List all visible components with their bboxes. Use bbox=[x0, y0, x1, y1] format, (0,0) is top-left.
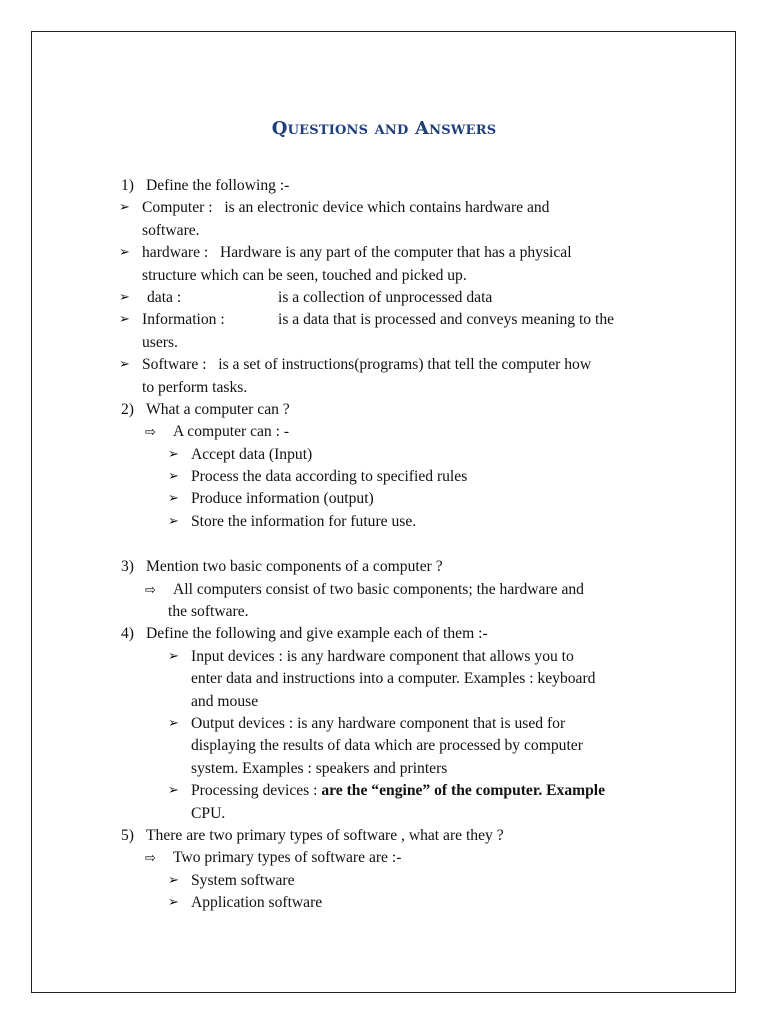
list-item bbox=[0, 713, 768, 735]
answer-continuation bbox=[0, 601, 768, 623]
definition-line bbox=[142, 242, 572, 264]
arrowhead-bullet-icon: ➢ bbox=[168, 783, 179, 799]
definition-text: is a set of instructions(programs) that tell the computer how bbox=[218, 356, 592, 374]
definition-continuation bbox=[0, 220, 768, 242]
arrowhead-bullet-icon: ➢ bbox=[168, 872, 179, 888]
question-text: Mention two basic components of a computer ? bbox=[146, 558, 443, 576]
list-item bbox=[0, 488, 768, 510]
definition-text: software. bbox=[142, 221, 200, 239]
arrowhead-bullet-icon: ➢ bbox=[119, 312, 130, 328]
definition-term: Information : bbox=[142, 311, 225, 329]
arrowhead-bullet-icon: ➢ bbox=[119, 245, 130, 261]
list-item bbox=[0, 780, 768, 802]
definition-term: Computer : bbox=[142, 199, 213, 217]
definition-item bbox=[0, 197, 768, 219]
definition-continuation bbox=[0, 377, 768, 399]
list-item-continuation bbox=[0, 668, 768, 690]
list-item bbox=[0, 466, 768, 488]
list-item-lead: Processing devices : bbox=[191, 782, 322, 800]
list-item-text: System software bbox=[191, 871, 295, 889]
definition-term: hardware : bbox=[142, 244, 209, 262]
list-item-text: enter data and instructions into a computer. Examples : keyboard bbox=[191, 670, 596, 688]
list-item-continuation bbox=[0, 691, 768, 713]
answer-text: Two primary types of software are :- bbox=[173, 849, 402, 867]
arrowhead-bullet-icon: ➢ bbox=[168, 469, 179, 485]
definition-item bbox=[0, 287, 768, 309]
definition-term: data : bbox=[147, 288, 182, 306]
list-item-continuation bbox=[0, 758, 768, 780]
question-text: Define the following and give example each of them :- bbox=[146, 625, 488, 643]
arrowhead-bullet-icon: ➢ bbox=[168, 513, 179, 529]
list-item-text: displaying the results of data which are processed by computer bbox=[191, 737, 583, 755]
definition-line bbox=[142, 197, 549, 219]
answer-line bbox=[0, 847, 768, 869]
arrow-right-icon: ⇨ bbox=[145, 582, 156, 598]
definition-text: is an electronic device which contains hardware and bbox=[224, 199, 550, 217]
answer-text: the software. bbox=[168, 603, 249, 621]
arrow-right-icon: ⇨ bbox=[145, 425, 156, 441]
question-5 bbox=[0, 825, 768, 847]
list-item-text: Store the information for future use. bbox=[191, 512, 417, 530]
definition-text: structure which can be seen, touched and picked up. bbox=[142, 266, 467, 284]
list-item-text: Input devices : is any hardware component that allows you to bbox=[191, 647, 574, 665]
definition-item bbox=[0, 309, 768, 331]
question-number: 2) bbox=[121, 400, 134, 418]
definition-item bbox=[0, 242, 768, 264]
definition-line bbox=[142, 354, 591, 376]
question-text: There are two primary types of software , what are they ? bbox=[146, 826, 504, 844]
definition-term: Software : bbox=[142, 356, 207, 374]
arrowhead-bullet-icon: ➢ bbox=[168, 648, 179, 664]
question-number: 4) bbox=[121, 625, 134, 643]
question-1 bbox=[0, 175, 768, 197]
list-item-emphasis: are the “engine” of the computer. Example bbox=[321, 782, 606, 800]
question-number: 1) bbox=[121, 177, 134, 194]
list-item-text: and mouse bbox=[191, 692, 259, 710]
definition-continuation bbox=[0, 265, 768, 287]
list-item bbox=[0, 892, 768, 914]
arrowhead-bullet-icon: ➢ bbox=[119, 289, 130, 305]
arrowhead-bullet-icon: ➢ bbox=[119, 200, 130, 216]
page-title: Questions and Answers bbox=[271, 118, 497, 139]
list-item-line bbox=[191, 780, 605, 802]
list-item-text: Produce information (output) bbox=[191, 490, 374, 508]
list-item-text: CPU. bbox=[191, 804, 226, 822]
arrow-right-icon: ⇨ bbox=[145, 851, 156, 867]
list-item-continuation bbox=[0, 735, 768, 757]
list-item-text: Accept data (Input) bbox=[191, 445, 313, 463]
answer-text: A computer can : - bbox=[173, 423, 290, 441]
list-item-text: Process the data according to specified rules bbox=[191, 468, 468, 486]
answer-text: All computers consist of two basic components; the hardware and bbox=[173, 580, 584, 598]
list-item bbox=[0, 646, 768, 668]
question-4 bbox=[0, 623, 768, 645]
arrowhead-bullet-icon: ➢ bbox=[168, 895, 179, 911]
answer-line bbox=[0, 579, 768, 601]
spacer bbox=[0, 533, 768, 556]
question-text: What a computer can ? bbox=[146, 400, 290, 418]
list-item-text: system. Examples : speakers and printers bbox=[191, 759, 448, 777]
question-2 bbox=[0, 399, 768, 421]
list-item-text: Output devices : is any hardware component that is used for bbox=[191, 714, 566, 732]
arrowhead-bullet-icon: ➢ bbox=[168, 491, 179, 507]
list-item bbox=[0, 870, 768, 892]
arrowhead-bullet-icon: ➢ bbox=[119, 357, 130, 373]
definition-text: Hardware is any part of the computer that has a physical bbox=[219, 244, 572, 262]
arrowhead-bullet-icon: ➢ bbox=[168, 446, 179, 462]
arrowhead-bullet-icon: ➢ bbox=[168, 715, 179, 731]
definition-continuation bbox=[0, 332, 768, 354]
list-item bbox=[0, 511, 768, 533]
definition-text: users. bbox=[142, 333, 178, 351]
question-number: 5) bbox=[121, 826, 134, 844]
answer-line bbox=[0, 421, 768, 443]
question-number: 3) bbox=[121, 558, 134, 576]
definition-text: is a data that is processed and conveys meaning to the bbox=[278, 311, 615, 329]
question-3 bbox=[0, 556, 768, 578]
list-item-text: Application software bbox=[191, 894, 323, 912]
list-item bbox=[0, 444, 768, 466]
definition-item bbox=[0, 354, 768, 376]
question-text: Define the following :- bbox=[146, 177, 290, 194]
list-item-continuation bbox=[0, 803, 768, 825]
qa-content bbox=[0, 175, 768, 915]
definition-text: is a collection of unprocessed data bbox=[278, 288, 493, 306]
definition-text: to perform tasks. bbox=[142, 378, 248, 396]
